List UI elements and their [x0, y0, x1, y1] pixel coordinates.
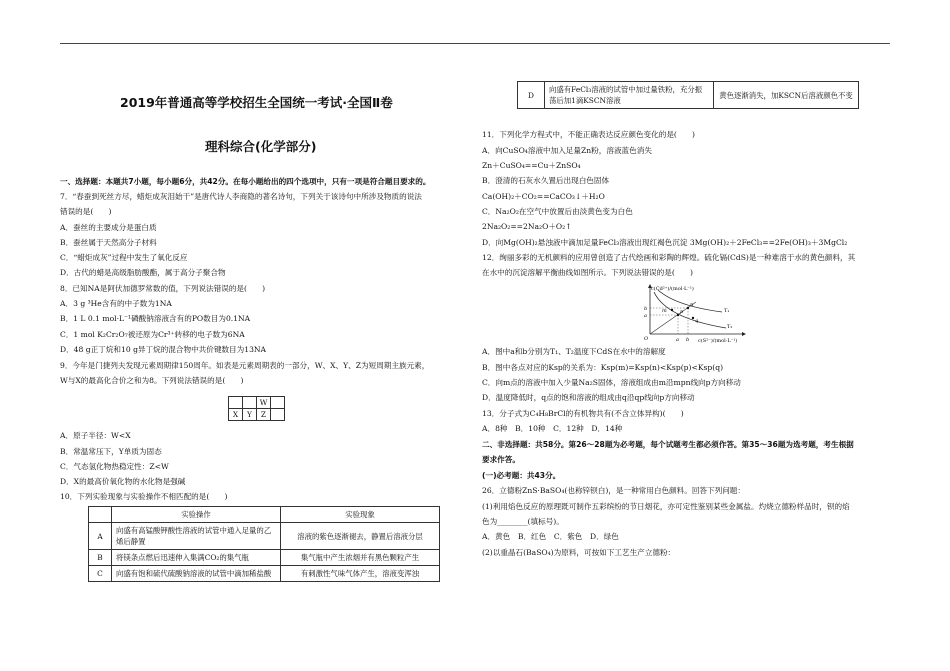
text-line: 二、非选择题：共58分。第26～28题为必考题，每个试题考生都必须作答。第35～36题为选考题，考生根据 [482, 440, 854, 449]
text-line: C．1 mol K₂Cr₂O₇被还原为Cr³⁺转移的电子数为6NA [60, 330, 245, 339]
text-line: 在水中的沉淀溶解平衡曲线如图所示。下列说法错误的是( ) [482, 268, 693, 277]
text-line: D．X的最高价氧化物的水化物是强碱 [60, 477, 186, 486]
exp-result: 黄色逐渐消失，加KSCN后溶液颜色不变 [714, 82, 859, 109]
graph-label: p [680, 309, 684, 315]
pt-cell: Z [257, 409, 271, 421]
graph-ylabel: c(Cd²⁺)/(mol·L⁻¹) [651, 286, 694, 292]
graph-label: T₂ [727, 324, 733, 330]
pt-cell [229, 397, 243, 409]
text-line: B．常温常压下，Y单质为固态 [60, 447, 162, 456]
exp-op: 将镁条点燃后迅速伸入集满CO₂的集气瓶 [112, 550, 281, 566]
text-line: A．3 g ³He含有的中子数为1NA [60, 299, 172, 308]
text-line: D．48 g正丁烷和10 g异丁烷的混合物中共价键数目为13NA [60, 345, 267, 354]
text-line: 13．分子式为C₄H₈BrCl的有机物共有(不含立体异构)( ) [482, 409, 684, 418]
exp-row-label: C [89, 566, 112, 582]
text-line: 一、选择题：本题共7小题，每小题6分，共42分。在每小题给出的四个选项中，只有一项是符合题目要求的。 [60, 177, 431, 186]
graph-label: a [676, 337, 679, 343]
top-rule [60, 43, 890, 44]
exp-header: 实验操作 [112, 507, 281, 523]
text-line: Ca(OH)₂＋CO₂==CaCO₃↓＋H₂O [482, 192, 605, 201]
exp-result: 溶液的紫色逐渐褪去，静置后溶液分层 [281, 523, 440, 550]
text-line: C．“蜡炬成灰”过程中发生了氧化反应 [60, 253, 188, 262]
graph-label: O [644, 336, 649, 342]
pt-cell: X [229, 409, 243, 421]
text-line: W与X的最高化合价之和为8。下列说法错误的是( ) [60, 376, 244, 385]
text-line: A．向CuSO₄溶液中加入足量Zn粉，溶液蓝色消失 [482, 146, 652, 155]
text-line: B．蚕丝属于天然高分子材料 [60, 238, 157, 247]
text-line: B．图中各点对应的Ksp的关系为：Ksp(m)=Ksp(n)<Ksp(p)<Ksp(q) [482, 363, 724, 372]
pt-cell [243, 397, 257, 409]
graph-label: a [644, 313, 647, 319]
text-line: 9．今年是门捷列夫发现元素周期律150周年。如表是元素周期表的一部分，W、X、Y、Z为短周期主族元素， [60, 361, 430, 370]
text-line: 8．已知NA是阿伏加德罗常数的值，下列说法错误的是( ) [60, 284, 266, 293]
text-line: A．蚕丝的主要成分是蛋白质 [60, 223, 157, 232]
text-line: A．图中a和b分别为T₁、T₂温度下CdS在水中的溶解度 [482, 347, 666, 356]
exp-row-label: A [89, 523, 112, 550]
text-line: D．古代的蜡是高级脂肪酸酯，属于高分子聚合物 [60, 268, 226, 277]
text-line: 错误的是( ) [60, 207, 112, 216]
exp-op: 向盛有饱和硫代硫酸钠溶液的试管中滴加稀盐酸 [112, 566, 281, 582]
exp-result: 集气瓶中产生浓烟并有黑色颗粒产生 [281, 550, 440, 566]
page-title: 2019年普通高等学校招生全国统一考试·全国Ⅱ卷 [120, 95, 393, 110]
text-line: 12．绚丽多彩的无机颜料的应用曾创造了古代绘画和彩陶的辉煌。硫化镉(CdS)是一种难溶于水的黄色颜料，其 [482, 253, 856, 262]
text-line: 色为________(填标号)。 [482, 517, 564, 526]
text-line: (一)必考题：共43分。 [482, 471, 561, 480]
pt-cell: Y [243, 409, 257, 421]
graph-label: m [662, 308, 667, 314]
text-line: C．气态氢化物热稳定性：Z<W [60, 462, 169, 471]
periodic-table-fragment [228, 396, 285, 421]
text-line: 7．“春蚕到死丝方尽，蜡炬成灰泪始干”是唐代诗人李商隐的著名诗句，下列关于该诗句中所涉及物质的说法 [60, 192, 422, 201]
text-line: (1)利用焰色反应的原理既可制作五彩缤纷的节日烟花，亦可定性鉴别某些金属盐。灼烧立德粉样品时，钡的焰 [482, 502, 850, 511]
pt-cell [271, 409, 285, 421]
cds-solubility-graph [636, 282, 748, 344]
text-line: 10．下列实验现象与实验操作不相匹配的是( ) [60, 492, 228, 501]
graph-label: n [690, 302, 694, 308]
exp-row-label: B [89, 550, 112, 566]
text-line: D．温度降低时，q点的饱和溶液的组成由q沿qp线向p方向移动 [482, 393, 695, 402]
experiment-table [88, 506, 440, 582]
exp-row-label: D [518, 82, 545, 109]
text-line: A．原子半径：W<X [60, 431, 131, 440]
exp-header [89, 507, 112, 523]
page-subtitle: 理科综合(化学部分) [205, 139, 317, 154]
text-line: B．1 L 0.1 mol·L⁻¹磷酸钠溶液含有的PO数目为0.1NA [60, 314, 251, 323]
pt-cell [271, 397, 285, 409]
text-line: Zn＋CuSO₄==Cu＋ZnSO₄ [482, 161, 581, 170]
experiment-table-continued [517, 81, 859, 109]
text-line: C．Na₂O₂在空气中放置后由淡黄色变为白色 [482, 207, 633, 216]
text-line: 11．下列化学方程式中，不能正确表达反应颜色变化的是( ) [482, 130, 696, 139]
text-line: 2Na₂O₂==2Na₂O＋O₂↑ [482, 222, 572, 231]
text-line: A．8种 B．10种 C．12种 D．14种 [482, 424, 623, 433]
text-line: (2)以重晶石(BaSO₄)为原料，可按如下工艺生产立德粉： [482, 548, 676, 557]
text-line: B．澄清的石灰水久置后出现白色固体 [482, 176, 610, 185]
text-line: 26．立德粉ZnS·BaSO₄(也称锌钡白)，是一种常用白色颜料。回答下列问题： [482, 486, 745, 495]
text-line: D．向Mg(OH)₂悬浊液中滴加足量FeCl₃溶液出现红褐色沉淀 3Mg(OH)₂＋2FeCl₃==2Fe(OH)₃＋3MgCl₂ [482, 238, 848, 247]
exp-op: 向盛有高锰酸钾酸性溶液的试管中通入足量的乙烯后静置 [112, 523, 281, 550]
graph-xlabel: c(S²⁻)/(mol·L⁻¹) [698, 338, 738, 344]
text-line: A．黄色 B．红色 C．紫色 D．绿色 [482, 532, 619, 541]
exp-header: 实验现象 [281, 507, 440, 523]
exp-result: 有刺激性气味气体产生，溶液变浑浊 [281, 566, 440, 582]
text-line: 要求作答。 [482, 455, 520, 464]
graph-label: T₁ [724, 308, 730, 314]
text-line: C．向m点的溶液中加入少量Na₂S固体，溶液组成由m沿mpn线向p方向移动 [482, 378, 741, 387]
graph-label: b [644, 306, 648, 312]
exp-op: 向盛有FeCl₃溶液的试管中加过量铁粉，充分振荡后加1滴KSCN溶液 [545, 82, 714, 109]
graph-label: q [695, 318, 699, 324]
pt-cell: W [257, 397, 271, 409]
graph-label: b [686, 337, 690, 343]
